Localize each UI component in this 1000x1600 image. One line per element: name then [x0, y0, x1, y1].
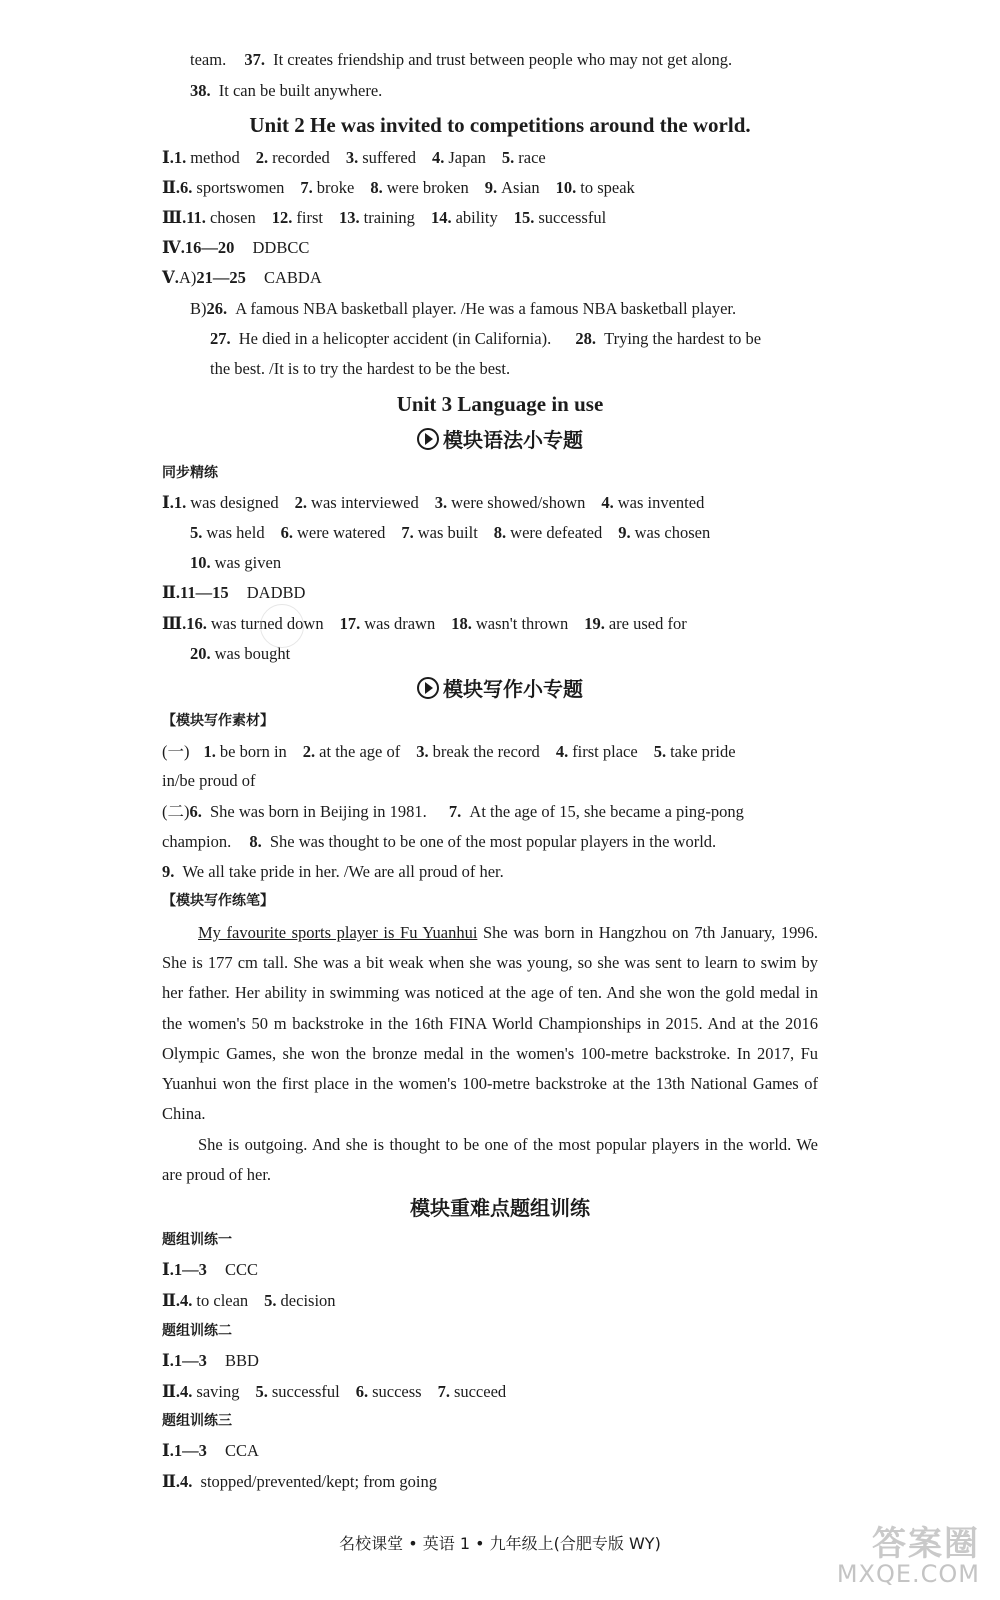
- training-1-row-2: [162, 1290, 336, 1312]
- answer-text: are used for: [608, 614, 687, 633]
- chinese-numeral: (二): [162, 802, 190, 821]
- item-number: 8.: [493, 523, 507, 542]
- roman-numeral: Ⅳ.: [162, 238, 185, 257]
- item-number: 37.: [244, 50, 265, 69]
- item-number: 27.: [210, 329, 231, 348]
- answer-item: [431, 208, 498, 227]
- roman-numeral: Ⅱ.: [162, 1472, 181, 1491]
- site-watermark: [790, 1516, 980, 1592]
- essay-text: She was born in Hangzhou on 7th January, 1996. She is 177 cm tall. She was a bit weak when she was young, so she was sent to learn to swim by her father. Her ability in swimming was noticed at the age of ten. And she won the gold medal in the women's 50 m backstroke in the 16th FINA World Championships in 2015. And at the 2016 Olympic Games, she won the bronze medal in the women's 100-metre backstroke. In 2017, Fu Yuanhui won the first place in the women's 100-metre backstroke at the 13th National Games of China.: [162, 923, 818, 1124]
- unit2-row-3: [162, 207, 606, 229]
- answer-text: were showed/shown: [451, 493, 586, 512]
- answer-text: Japan: [448, 148, 486, 167]
- item-number: 4.: [180, 1472, 193, 1491]
- answer-text: CCC: [224, 1260, 258, 1279]
- essay-paragraph-2: [162, 1130, 818, 1190]
- item-number: 15.: [513, 208, 535, 227]
- sub-label: A): [178, 268, 197, 287]
- answer-item: [339, 208, 415, 227]
- roman-numeral: Ⅰ.: [162, 1441, 174, 1460]
- answer-text: recorded: [272, 148, 330, 167]
- answer-item: [485, 178, 540, 197]
- answer-text: CCA: [224, 1441, 259, 1460]
- unit2-b-line-2: [210, 328, 761, 350]
- item-range: 11—15: [180, 583, 229, 602]
- training-3-row-1: [162, 1440, 259, 1462]
- item-number: 2.: [302, 742, 316, 761]
- answer-text: CABDA: [263, 268, 322, 287]
- answer-text: successful: [271, 1382, 340, 1401]
- item-number: 20.: [190, 644, 211, 663]
- answer-text: stopped/prevented/kept; from going: [200, 1472, 437, 1491]
- training-3-row-2: [162, 1471, 437, 1493]
- answer-text: was given: [214, 553, 282, 572]
- answer-text: We all take pride in her. /We are all proud of her.: [182, 862, 504, 881]
- grammar-row-1b: [190, 522, 710, 544]
- answer-text: was drawn: [364, 614, 436, 633]
- item-number: 4.: [180, 1291, 193, 1310]
- item-number: 6.: [280, 523, 293, 542]
- answer-text: sportswomen: [196, 178, 285, 197]
- answer-item: [502, 148, 546, 167]
- writing-material-label: 【模块写作素材】: [162, 713, 274, 729]
- item-number: 16.: [186, 614, 207, 633]
- answer-text: first place: [572, 742, 638, 761]
- answer-text: champion.: [162, 832, 232, 851]
- item-number: 9.: [484, 178, 498, 197]
- material-row-1: [162, 741, 736, 763]
- material-row-3: [162, 831, 716, 853]
- play-circle-icon: [417, 428, 439, 450]
- answer-text: race: [518, 148, 546, 167]
- chinese-numeral: (一): [162, 742, 190, 761]
- item-number: 7.: [448, 802, 462, 821]
- answer-item: [654, 742, 736, 761]
- answer-item: [180, 178, 284, 197]
- item-number: 4.: [601, 493, 614, 512]
- answer-text: was interviewed: [311, 493, 419, 512]
- item-number: 3.: [416, 742, 429, 761]
- answer-text: Asian: [501, 178, 540, 197]
- answer-text: at the age of: [319, 742, 401, 761]
- section-title-text: 模块写作小专题: [443, 677, 583, 701]
- answer-text: saving: [196, 1382, 240, 1401]
- answer-text: was designed: [190, 493, 279, 512]
- grammar-row-1c: [190, 552, 281, 574]
- answer-line-37: [190, 49, 732, 71]
- answer-item: [494, 523, 602, 542]
- material-row-2: [162, 801, 744, 823]
- answer-line-38: [190, 80, 382, 102]
- material-row-1b: in/be proud of: [162, 771, 256, 790]
- item-number: 6.: [189, 802, 202, 821]
- answer-text: BBD: [224, 1351, 259, 1370]
- answer-item: [416, 742, 540, 761]
- item-number: 1.: [173, 148, 187, 167]
- answer-text: decision: [280, 1291, 336, 1310]
- answer-text: She was thought to be one of the most popular players in the world.: [269, 832, 717, 851]
- essay-text: She is outgoing. And she is thought to be one of the most popular players in the world. We are proud of her.: [162, 1135, 818, 1185]
- answer-text: wasn't thrown: [475, 614, 569, 633]
- unit2-row-5: [162, 267, 322, 289]
- item-number: 5.: [501, 148, 515, 167]
- answer-text: was turned down: [210, 614, 324, 633]
- item-number: 2.: [294, 493, 308, 512]
- item-number: 4.: [431, 148, 445, 167]
- answer-item: [601, 493, 704, 512]
- answer-item: [256, 1382, 340, 1401]
- item-number: 6.: [355, 1382, 369, 1401]
- item-range: 16—20: [184, 238, 235, 257]
- item-number: 14.: [430, 208, 452, 227]
- answer-item: [180, 1382, 239, 1401]
- answer-item: [186, 208, 256, 227]
- item-number: 5.: [190, 523, 203, 542]
- item-number: 26.: [206, 299, 228, 318]
- answer-text: A famous NBA basketball player. /He was a famous NBA basketball player.: [235, 299, 737, 318]
- watermark-logo: 答案圈: [872, 1524, 980, 1564]
- roman-numeral: Ⅱ.: [162, 1291, 181, 1310]
- unit2-row-2: [162, 177, 635, 199]
- item-number: 7.: [437, 1382, 450, 1401]
- item-number: 4.: [555, 742, 569, 761]
- writing-section-title: [0, 676, 1000, 702]
- answer-text: was chosen: [634, 523, 711, 542]
- item-number: 28.: [575, 329, 596, 348]
- answer-item: [370, 178, 468, 197]
- writing-practice-label: 【模块写作练笔】: [162, 893, 274, 909]
- answer-item: [256, 148, 330, 167]
- answer-item: [180, 1291, 248, 1310]
- line-prefix: team.: [190, 50, 227, 69]
- item-number: 5.: [264, 1291, 277, 1310]
- roman-numeral: Ⅲ.: [162, 614, 187, 633]
- faint-stamp: [260, 604, 304, 648]
- answer-text: break the record: [432, 742, 540, 761]
- answer-text: succeed: [453, 1382, 507, 1401]
- item-number: 7.: [300, 178, 313, 197]
- answer-item: [584, 614, 687, 633]
- answer-item: [204, 742, 287, 761]
- material-row-4: [162, 861, 504, 883]
- answer-item: [190, 523, 265, 542]
- training-1-row-1: [162, 1259, 258, 1281]
- training-group-3-label: 题组训练三: [162, 1413, 232, 1429]
- answer-text: DADBD: [246, 583, 306, 602]
- answer-item: [435, 493, 586, 512]
- item-number: 5.: [653, 742, 667, 761]
- item-number: 12.: [271, 208, 293, 227]
- item-number: 8.: [249, 832, 262, 851]
- item-number: 17.: [339, 614, 361, 633]
- training-2-row-1: [162, 1350, 259, 1372]
- answer-text: be born in: [219, 742, 287, 761]
- item-range: 1—3: [173, 1351, 207, 1370]
- answer-item: [174, 148, 240, 167]
- play-circle-icon: [417, 677, 439, 699]
- item-number: 1.: [173, 493, 187, 512]
- roman-numeral: Ⅱ.: [162, 1382, 181, 1401]
- sync-practice-label: 同步精练: [162, 465, 218, 481]
- unit2-row-1: [162, 147, 546, 169]
- answer-item: [514, 208, 606, 227]
- answer-text: chosen: [209, 208, 256, 227]
- answer-item: [174, 493, 279, 512]
- roman-numeral: Ⅱ.: [162, 583, 181, 602]
- answer-item: [356, 1382, 422, 1401]
- item-number: 19.: [584, 614, 605, 633]
- answer-item: [432, 148, 486, 167]
- answer-text: were watered: [296, 523, 386, 542]
- unit2-b-line-1: [190, 298, 736, 320]
- answer-text: was held: [206, 523, 265, 542]
- answer-text: training: [363, 208, 415, 227]
- answer-item: [300, 178, 354, 197]
- answer-text: Trying the hardest to be: [604, 329, 762, 348]
- answer-text: take pride: [670, 742, 736, 761]
- answer-text: method: [190, 148, 240, 167]
- unit2-b-line-3: the best. /It is to try the hardest to be the best.: [210, 359, 511, 378]
- answer-text: ability: [455, 208, 498, 227]
- answer-text: were broken: [386, 178, 469, 197]
- answer-text: was built: [417, 523, 478, 542]
- item-number: 1.: [203, 742, 216, 761]
- answer-text: successful: [538, 208, 607, 227]
- training-section-title: 模块重难点题组训练: [410, 1196, 590, 1220]
- answer-item: [618, 523, 710, 542]
- item-number: 38.: [190, 81, 211, 100]
- sub-label: B): [190, 299, 207, 318]
- answer-text: were defeated: [510, 523, 603, 542]
- item-number: 9.: [618, 523, 631, 542]
- item-number: 10.: [190, 553, 211, 572]
- roman-numeral: Ⅱ.: [162, 178, 181, 197]
- answer-text: first: [296, 208, 323, 227]
- item-number: 4.: [180, 1382, 193, 1401]
- answer-text: broke: [316, 178, 355, 197]
- section-title-text: 模块语法小专题: [443, 428, 583, 452]
- watermark-url: MXQE.COM: [836, 1560, 980, 1588]
- answer-text: to clean: [196, 1291, 249, 1310]
- item-number: 6.: [180, 178, 193, 197]
- answer-text: He died in a helicopter accident (in California).: [238, 329, 552, 348]
- answer-item: [451, 614, 568, 633]
- item-number: 3.: [434, 493, 448, 512]
- answer-text: She was born in Beijing in 1981.: [210, 802, 427, 821]
- roman-numeral: Ⅴ.: [162, 268, 179, 287]
- answer-item: [401, 523, 477, 542]
- grammar-section-title: [0, 427, 1000, 453]
- item-range: 21—25: [196, 268, 246, 287]
- answer-item: [438, 1382, 507, 1401]
- essay-topic-sentence: My favourite sports player is Fu Yuanhui: [198, 923, 478, 942]
- answer-text: to speak: [580, 178, 635, 197]
- item-range: 1—3: [173, 1441, 207, 1460]
- item-range: 1—3: [173, 1260, 207, 1279]
- unit2-row-4: [162, 237, 309, 259]
- item-number: 8.: [370, 178, 383, 197]
- answer-item: [190, 553, 281, 572]
- grammar-row-2: [162, 582, 305, 604]
- answer-item: [340, 614, 436, 633]
- roman-numeral: Ⅲ.: [162, 208, 187, 227]
- roman-numeral: Ⅰ.: [162, 493, 174, 512]
- item-number: 18.: [451, 614, 472, 633]
- answer-text: DDBCC: [252, 238, 310, 257]
- answer-text: It can be built anywhere.: [218, 81, 383, 100]
- roman-numeral: Ⅰ.: [162, 1260, 174, 1279]
- item-number: 13.: [338, 208, 360, 227]
- answer-item: [303, 742, 400, 761]
- answer-text: success: [372, 1382, 422, 1401]
- item-number: 2.: [255, 148, 269, 167]
- answer-item: [264, 1291, 335, 1310]
- answer-item: [346, 148, 416, 167]
- roman-numeral: Ⅰ.: [162, 148, 174, 167]
- unit2-title: Unit 2 He was invited to competitions around the world.: [249, 113, 751, 137]
- answer-item: [295, 493, 419, 512]
- essay-paragraph-1: [162, 918, 818, 1129]
- answer-item: [272, 208, 323, 227]
- roman-numeral: Ⅰ.: [162, 1351, 174, 1370]
- answer-text: At the age of 15, she became a ping-pong: [469, 802, 744, 821]
- unit3-title: Unit 3 Language in use: [396, 392, 604, 416]
- answer-text: was bought: [214, 644, 291, 663]
- answer-item: [556, 742, 638, 761]
- item-number: 5.: [255, 1382, 268, 1401]
- page-footer: 名校课堂 • 英语 1 • 九年级上(合肥专版 WY): [339, 1534, 661, 1553]
- answer-item: [281, 523, 386, 542]
- training-2-row-2: [162, 1381, 506, 1403]
- item-number: 7.: [401, 523, 414, 542]
- item-number: 11.: [186, 208, 206, 227]
- grammar-row-1: [162, 492, 704, 514]
- answer-text: It creates friendship and trust between people who may not get along.: [273, 50, 733, 69]
- item-number: 3.: [345, 148, 359, 167]
- answer-text: was invented: [617, 493, 705, 512]
- item-number: 10.: [555, 178, 577, 197]
- answer-text: suffered: [362, 148, 416, 167]
- answer-item: [556, 178, 635, 197]
- training-group-1-label: 题组训练一: [162, 1232, 232, 1248]
- grammar-row-3: [162, 613, 687, 635]
- item-number: 9.: [162, 862, 175, 881]
- training-group-2-label: 题组训练二: [162, 1323, 232, 1339]
